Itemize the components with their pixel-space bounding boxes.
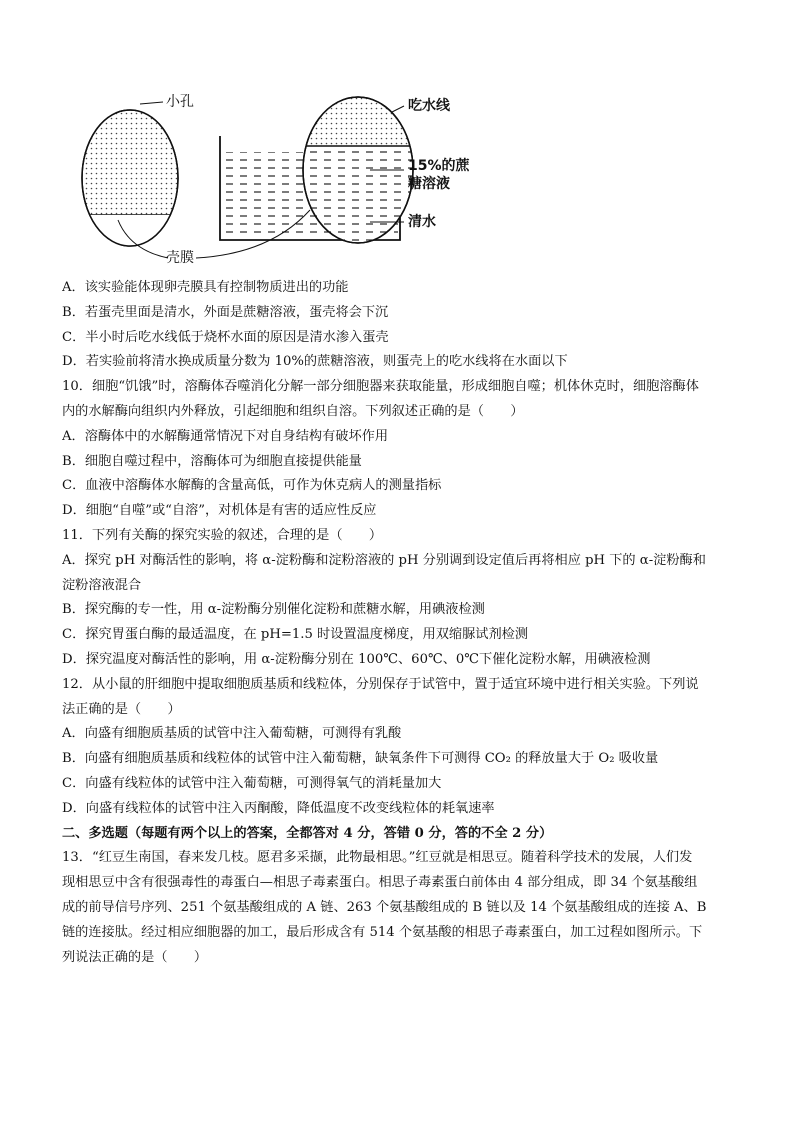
label-waterline: 吃水线: [408, 98, 450, 114]
text-line: A．探究 pH 对酶活性的影响，将 α-淀粉酶和淀粉溶液的 pH 分别调到设定值后再将相应 pH 下的 α-淀粉酶和: [62, 552, 706, 568]
label-sucrose-2: 糖溶液: [408, 176, 450, 192]
hole-pointer-line: [140, 102, 163, 104]
waterline-pointer: [392, 106, 404, 112]
text-line: C．向盛有线粒体的试管中注入葡萄糖，可测得氧气的消耗量加大: [62, 775, 442, 791]
text-line: B．若蛋壳里面是清水，外面是蔗糖溶液，蛋壳将会下沉: [62, 304, 389, 320]
text-line: D．细胞“自噬”或“自溶”，对机体是有害的适应性反应: [62, 503, 377, 519]
label-sucrose-1: 15%的蔗: [408, 158, 470, 174]
text-line: 链的连接肽。经过相应细胞器的加工，最后形成含有 514 个氨基酸的相思子毒素蛋白，加工过程如图所示。下: [62, 924, 703, 940]
text-line: 13．“红豆生南国，春来发几枝。愿君多采撷，此物最相思。”红豆就是相思豆。随着科学技术的发展，人们发: [62, 850, 693, 866]
text-line: 法正确的是（ ）: [62, 701, 181, 717]
text-line: A．向盛有细胞质基质的试管中注入葡萄糖，可测得有乳酸: [62, 726, 402, 742]
text-line: D．向盛有线粒体的试管中注入丙酮酸，降低温度不改变线粒体的耗氧速率: [62, 800, 495, 816]
label-shell: 壳膜: [166, 250, 194, 266]
text-line: D．探究温度对酶活性的影响，用 α-淀粉酶分别在 100℃、60℃、0℃下催化淀粉水解，用碘液检测: [62, 651, 651, 667]
text-line: B．向盛有细胞质基质和线粒体的试管中注入葡萄糖，缺氧条件下可测得 CO₂ 的释放量大于 O₂ 吸收量: [62, 751, 659, 767]
label-hole: 小孔: [166, 94, 194, 110]
text-line: 内的水解酶向组织内外释放，引起细胞和组织自溶。下列叙述正确的是（ ）: [62, 403, 524, 419]
question-text: [62, 276, 737, 970]
text-line: D．若实验前将清水换成质量分数为 10%的蔗糖溶液，则蛋壳上的吃水线将在水面以下: [62, 354, 568, 370]
egg-experiment-figure: [70, 92, 490, 274]
text-line: 淀粉溶液混合: [62, 577, 142, 593]
section-heading: 二、多选题（每题有两个以上的答案，全都答对 4 分，答错 0 分，答的不全 2 分）: [62, 825, 553, 841]
text-line: C．半小时后吃水线低于烧杯水面的原因是清水渗入蛋壳: [62, 329, 389, 345]
text-line: B．细胞自噬过程中，溶酶体可为细胞直接提供能量: [62, 453, 362, 469]
text-line: A．溶酶体中的水解酶通常情况下对自身结构有破坏作用: [62, 428, 389, 444]
text-line: 成的前导信号序列、251 个氨基酸组成的 A 链、263 个氨基酸组成的 B 链以及 14 个氨基酸组成的连接 A、B: [62, 899, 707, 915]
left-egg: [80, 107, 180, 255]
text-line: C．血液中溶酶体水解酶的含量高低，可作为休克病人的测量指标: [62, 478, 442, 494]
text-line: 10．细胞“饥饿”时，溶酶体吞噬消化分解一部分细胞器来获取能量，形成细胞自噬；机体休克时，细胞溶酶体: [62, 379, 699, 395]
text-line: 列说法正确的是（ ）: [62, 949, 208, 965]
text-line: A．该实验能体现卵壳膜具有控制物质进出的功能: [62, 280, 349, 295]
label-water: 清水: [408, 214, 436, 230]
text-line: 12．从小鼠的肝细胞中提取细胞质基质和线粒体，分别保存于试管中，置于适宜环境中进行相关实验。下列说: [62, 676, 699, 692]
text-line: C．探究胃蛋白酶的最适温度，在 pH=1.5 时设置温度梯度，用双缩脲试剂检测: [62, 627, 529, 643]
text-line: 现相思豆中含有很强毒性的毒蛋白—相思子毒素蛋白。相思子毒素蛋白前体由 4 部分组成，即 34 个氨基酸组: [62, 875, 698, 891]
text-line: 11．下列有关酶的探究实验的叙述，合理的是（ ）: [62, 527, 383, 543]
text-line: B．探究酶的专一性，用 α-淀粉酶分别催化淀粉和蔗糖水解，用碘液检测: [62, 602, 485, 618]
